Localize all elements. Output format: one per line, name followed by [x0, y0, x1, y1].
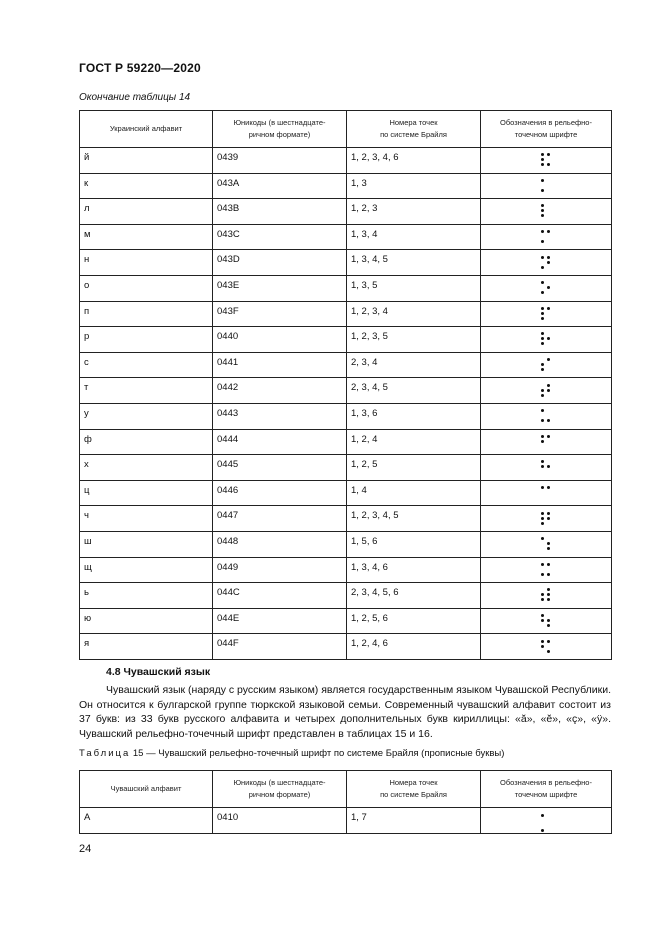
- table-row: [80, 352, 612, 378]
- table-15-caption-text: 15 — Чувашский рельефно-точечный шрифт по системе Брайля (прописные буквы): [130, 748, 505, 759]
- cell-code: 0410: [213, 808, 347, 834]
- braille-dot: [547, 563, 550, 566]
- braille-dot: [541, 363, 544, 366]
- cell-braille: [481, 506, 612, 532]
- cell-braille: [481, 429, 612, 455]
- braille-symbol: [541, 588, 551, 602]
- cell-code: 0439: [213, 148, 347, 174]
- table-row: [80, 608, 612, 634]
- table-row: [80, 173, 612, 199]
- braille-symbol: [541, 640, 551, 654]
- cell-braille: [481, 327, 612, 353]
- cell-letter: ц: [80, 480, 213, 506]
- cell-braille: [481, 608, 612, 634]
- cell-braille: [481, 808, 612, 834]
- braille-dot: [547, 230, 550, 233]
- braille-dot: [541, 209, 544, 212]
- cell-letter: л: [80, 199, 213, 225]
- braille-dot: [547, 384, 550, 387]
- cell-dots: 1, 3, 4: [347, 224, 481, 250]
- cell-dots: 2, 3, 4, 5: [347, 378, 481, 404]
- braille-dot: [541, 829, 544, 832]
- cell-braille: [481, 173, 612, 199]
- cell-code: 044E: [213, 608, 347, 634]
- braille-dot: [541, 204, 544, 207]
- braille-dot: [547, 337, 550, 340]
- braille-dot: [541, 291, 544, 294]
- braille-dot: [547, 650, 550, 653]
- table-row: [80, 199, 612, 225]
- braille-dot: [541, 645, 544, 648]
- table-row: [80, 531, 612, 557]
- braille-dot: [541, 640, 544, 643]
- braille-dot: [547, 261, 550, 264]
- cell-letter: п: [80, 301, 213, 327]
- cell-code: 0449: [213, 557, 347, 583]
- table-14-body: [80, 148, 612, 660]
- cell-braille: [481, 301, 612, 327]
- braille-dot: [547, 593, 550, 596]
- cell-braille: [481, 531, 612, 557]
- braille-dot: [541, 593, 544, 596]
- braille-dot: [541, 214, 544, 217]
- cell-dots: 1, 2, 5: [347, 455, 481, 481]
- braille-dot: [547, 517, 550, 520]
- cell-letter: н: [80, 250, 213, 276]
- cell-dots: 1, 2, 3, 5: [347, 327, 481, 353]
- cell-letter: с: [80, 352, 213, 378]
- braille-symbol: [541, 435, 551, 449]
- cell-dots: 1, 3, 6: [347, 403, 481, 429]
- cell-braille: [481, 275, 612, 301]
- cell-dots: 1, 3: [347, 173, 481, 199]
- braille-dot: [541, 409, 544, 412]
- cell-code: 0440: [213, 327, 347, 353]
- cell-braille: [481, 378, 612, 404]
- cell-code: 044F: [213, 634, 347, 660]
- cell-letter: у: [80, 403, 213, 429]
- cell-letter: й: [80, 148, 213, 174]
- table-row: [80, 275, 612, 301]
- cell-code: 0443: [213, 403, 347, 429]
- cell-dots: 2, 3, 4: [347, 352, 481, 378]
- braille-symbol: [541, 179, 551, 193]
- braille-dot: [541, 189, 544, 192]
- braille-symbol: [541, 230, 551, 244]
- cell-braille: [481, 352, 612, 378]
- braille-dot: [541, 394, 544, 397]
- braille-dot: [541, 266, 544, 269]
- braille-dot: [547, 547, 550, 550]
- table-row: [80, 455, 612, 481]
- table-row: [80, 148, 612, 174]
- cell-braille: [481, 455, 612, 481]
- table-row: [80, 403, 612, 429]
- braille-dot: [541, 240, 544, 243]
- cell-braille: [481, 199, 612, 225]
- braille-dot: [541, 435, 544, 438]
- header-unicode: Юникоды (в шестнадцате- ричном формате): [213, 771, 347, 808]
- braille-dot: [541, 419, 544, 422]
- cell-code: 044C: [213, 583, 347, 609]
- table-header-row: [80, 111, 612, 148]
- cell-letter: А: [80, 808, 213, 834]
- braille-dot: [541, 486, 544, 489]
- table-row: [80, 429, 612, 455]
- braille-symbol: [541, 358, 551, 372]
- cell-code: 043D: [213, 250, 347, 276]
- braille-symbol: [541, 563, 551, 577]
- braille-dot: [541, 281, 544, 284]
- braille-dot: [541, 465, 544, 468]
- table-row: [80, 378, 612, 404]
- header-dots: Номера точек по системе Брайля: [347, 111, 481, 148]
- cell-dots: 1, 3, 5: [347, 275, 481, 301]
- section-heading: 4.8 Чувашский язык: [106, 666, 211, 678]
- braille-dot: [541, 312, 544, 315]
- braille-dot: [541, 153, 544, 156]
- braille-dot: [547, 486, 550, 489]
- cell-dots: 1, 3, 4, 5: [347, 250, 481, 276]
- braille-dot: [541, 368, 544, 371]
- braille-dot: [547, 256, 550, 259]
- braille-symbol: [541, 204, 551, 218]
- cell-letter: я: [80, 634, 213, 660]
- braille-dot: [541, 814, 544, 817]
- braille-dot: [541, 573, 544, 576]
- cell-code: 0441: [213, 352, 347, 378]
- cell-code: 043B: [213, 199, 347, 225]
- braille-dot: [541, 163, 544, 166]
- table-14: [79, 110, 612, 660]
- braille-dot: [541, 460, 544, 463]
- cell-letter: ш: [80, 531, 213, 557]
- cell-code: 0446: [213, 480, 347, 506]
- table-row: [80, 506, 612, 532]
- braille-dot: [541, 512, 544, 515]
- cell-dots: 2, 3, 4, 5, 6: [347, 583, 481, 609]
- table-14-caption: Окончание таблицы 14: [79, 92, 191, 103]
- braille-dot: [547, 419, 550, 422]
- braille-dot: [541, 342, 544, 345]
- braille-symbol: [541, 256, 551, 270]
- braille-symbol: [541, 460, 551, 474]
- braille-dot: [547, 512, 550, 515]
- cell-letter: т: [80, 378, 213, 404]
- cell-code: 043C: [213, 224, 347, 250]
- table-row: [80, 808, 612, 834]
- cell-dots: 1, 2, 3, 4: [347, 301, 481, 327]
- braille-symbol: [541, 332, 551, 346]
- table-row: [80, 224, 612, 250]
- cell-code: 0448: [213, 531, 347, 557]
- braille-symbol: [541, 153, 551, 167]
- braille-dot: [541, 307, 544, 310]
- braille-dot: [541, 332, 544, 335]
- cell-letter: ю: [80, 608, 213, 634]
- cell-letter: ь: [80, 583, 213, 609]
- braille-dot: [541, 256, 544, 259]
- cell-code: 043A: [213, 173, 347, 199]
- braille-symbol: [541, 537, 551, 551]
- braille-symbol: [541, 512, 551, 526]
- braille-symbol: [541, 281, 551, 295]
- cell-braille: [481, 634, 612, 660]
- braille-symbol: [541, 409, 551, 423]
- cell-braille: [481, 557, 612, 583]
- page-number: 24: [79, 843, 92, 855]
- cell-letter: к: [80, 173, 213, 199]
- braille-dot: [541, 537, 544, 540]
- braille-dot: [541, 179, 544, 182]
- table-row: [80, 301, 612, 327]
- cell-code: 0447: [213, 506, 347, 532]
- braille-dot: [547, 588, 550, 591]
- cell-letter: щ: [80, 557, 213, 583]
- table-row: [80, 480, 612, 506]
- cell-braille: [481, 224, 612, 250]
- braille-dot: [547, 163, 550, 166]
- table-row: [80, 583, 612, 609]
- cell-dots: 1, 2, 3, 4, 5: [347, 506, 481, 532]
- braille-dot: [547, 640, 550, 643]
- cell-dots: 1, 4: [347, 480, 481, 506]
- cell-code: 0442: [213, 378, 347, 404]
- table-row: [80, 634, 612, 660]
- header-alphabet: Украинский алфавит: [80, 111, 213, 148]
- table-15-caption: [79, 748, 504, 759]
- cell-code: 0445: [213, 455, 347, 481]
- table-15-body: [80, 808, 612, 834]
- braille-dot: [547, 465, 550, 468]
- braille-dot: [541, 598, 544, 601]
- table-row: [80, 250, 612, 276]
- cell-dots: 1, 2, 4: [347, 429, 481, 455]
- cell-braille: [481, 148, 612, 174]
- braille-dot: [547, 542, 550, 545]
- braille-dot: [547, 598, 550, 601]
- braille-dot: [547, 619, 550, 622]
- table-15: [79, 770, 612, 834]
- cell-letter: о: [80, 275, 213, 301]
- braille-symbol: [541, 814, 551, 828]
- table-15-caption-label: Таблица: [79, 748, 131, 759]
- header-dots: Номера точек по системе Брайля: [347, 771, 481, 808]
- cell-letter: ч: [80, 506, 213, 532]
- cell-letter: х: [80, 455, 213, 481]
- header-braille: Обозначения в рельефно- точечном шрифте: [481, 111, 612, 148]
- cell-code: 043F: [213, 301, 347, 327]
- cell-dots: 1, 2, 3: [347, 199, 481, 225]
- section-paragraph: Чувашский язык (наряду с русским языком) является государственным языком Чувашской Республики. Он относится к булгарской группе тюркской языковой семьи. Современный чувашский алфавит состоит из 37 букв: из 33 букв русского алфавита и четырех дополнительных букв кириллицы: «ă», «ĕ», «ç», «ÿ». Чувашский рельефно-точечный шрифт представлен в таблицах 15 и 16.: [79, 684, 611, 740]
- cell-dots: 1, 2, 3, 4, 6: [347, 148, 481, 174]
- cell-braille: [481, 250, 612, 276]
- cell-letter: р: [80, 327, 213, 353]
- cell-letter: ф: [80, 429, 213, 455]
- cell-dots: 1, 2, 5, 6: [347, 608, 481, 634]
- braille-dot: [541, 522, 544, 525]
- braille-dot: [547, 153, 550, 156]
- braille-symbol: [541, 614, 551, 628]
- braille-dot: [541, 389, 544, 392]
- braille-dot: [541, 337, 544, 340]
- cell-dots: 1, 3, 4, 6: [347, 557, 481, 583]
- cell-code: 0444: [213, 429, 347, 455]
- table-row: [80, 327, 612, 353]
- cell-dots: 1, 2, 4, 6: [347, 634, 481, 660]
- braille-dot: [547, 358, 550, 361]
- cell-code: 043E: [213, 275, 347, 301]
- cell-braille: [481, 480, 612, 506]
- braille-dot: [541, 317, 544, 320]
- braille-dot: [547, 573, 550, 576]
- braille-dot: [547, 389, 550, 392]
- braille-dot: [541, 440, 544, 443]
- braille-dot: [541, 563, 544, 566]
- braille-dot: [541, 614, 544, 617]
- braille-dot: [547, 624, 550, 627]
- cell-dots: 1, 7: [347, 808, 481, 834]
- table-row: [80, 557, 612, 583]
- header-alphabet: Чувашский алфавит: [80, 771, 213, 808]
- braille-dot: [541, 517, 544, 520]
- braille-symbol: [541, 384, 551, 398]
- braille-dot: [547, 286, 550, 289]
- braille-symbol: [541, 307, 551, 321]
- braille-dot: [541, 619, 544, 622]
- cell-braille: [481, 403, 612, 429]
- braille-dot: [547, 307, 550, 310]
- header-unicode: Юникоды (в шестнадцате- ричном формате): [213, 111, 347, 148]
- braille-dot: [541, 158, 544, 161]
- header-braille: Обозначения в рельефно- точечном шрифте: [481, 771, 612, 808]
- cell-braille: [481, 583, 612, 609]
- cell-letter: м: [80, 224, 213, 250]
- braille-dot: [541, 230, 544, 233]
- braille-symbol: [541, 486, 551, 500]
- cell-dots: 1, 5, 6: [347, 531, 481, 557]
- document-code: ГОСТ Р 59220—2020: [79, 61, 201, 75]
- table-header-row: [80, 771, 612, 808]
- braille-dot: [547, 435, 550, 438]
